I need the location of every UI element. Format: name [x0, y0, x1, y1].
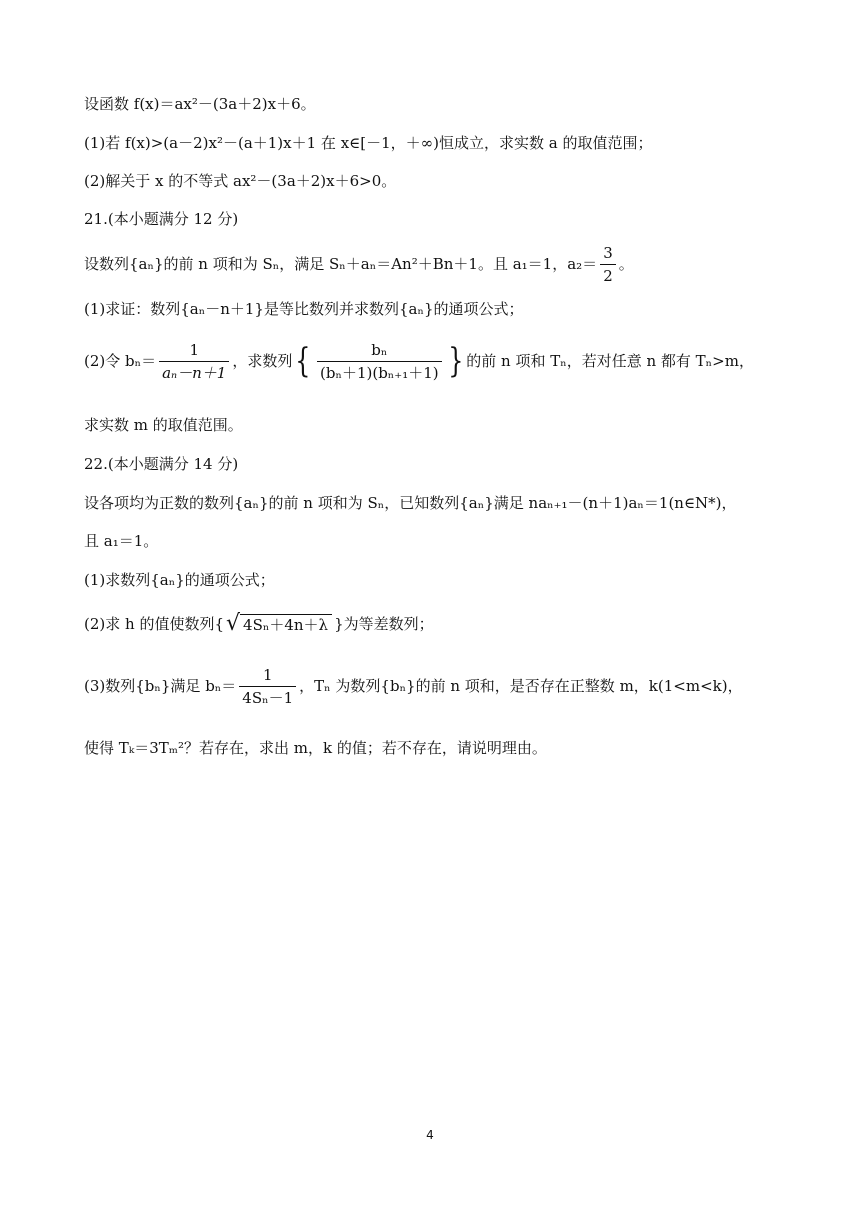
problem-21-stem — [84, 243, 634, 285]
problem-22-part-1 — [84, 570, 275, 590]
problem-21-part-1-text: (1)求证：数列{aₙ－n＋1}是等比数列并求数列{aₙ}的通项公式； — [84, 300, 524, 318]
problem-22-part-2 — [84, 611, 434, 637]
problem-21-part-2-continued — [84, 415, 243, 435]
fraction-denominator: 4Sₙ－1 — [239, 686, 296, 707]
problem-21-part-2-end: 求实数 m 的取值范围。 — [84, 416, 243, 434]
problem-20-stem — [84, 94, 316, 114]
fraction-sequence-term — [317, 341, 442, 382]
problem-21-part-2-mid: ，求数列 — [232, 352, 293, 370]
fraction-denominator: (bₙ＋1)(bₙ₊₁＋1) — [317, 361, 442, 382]
right-brace-icon: } — [447, 341, 464, 381]
problem-20-part-2-text: (2)解关于 x 的不等式 ax²－(3a＋2)x＋6>0。 — [84, 172, 397, 190]
fraction-denominator: aₙ－n＋1 — [159, 361, 229, 382]
fraction-numerator: 3 — [603, 243, 613, 262]
problem-22-stem-continued — [84, 531, 158, 551]
fraction-numerator: bₙ — [371, 340, 388, 359]
problem-22-initial-condition: 且 a₁＝1。 — [84, 532, 159, 550]
problem-22-part-3-end: 使得 Tₖ＝3Tₘ²？若存在，求出 m，k 的值；若不存在，请说明理由。 — [84, 739, 547, 757]
problem-22-part-1-text: (1)求数列{aₙ}的通项公式； — [84, 571, 275, 589]
problem-22-part-3 — [84, 663, 743, 709]
problem-21-part-2-tail: 的前 n 项和 Tₙ，若对任意 n 都有 Tₙ>m， — [466, 352, 754, 370]
radicand: 4Sₙ＋4n＋λ — [240, 614, 332, 634]
fraction-denominator: 2 — [600, 264, 616, 285]
problem-22-score: 22.(本小题满分 14 分) — [84, 455, 239, 473]
problem-21-part-1 — [84, 299, 524, 319]
problem-22-part-3-continued — [84, 738, 547, 758]
problem-22-part-3-tail: ，Tₙ 为数列{bₙ}的前 n 项和，是否存在正整数 m，k(1<m<k)， — [299, 677, 743, 695]
problem-20-part-2 — [84, 171, 396, 191]
page-number: 4 — [426, 1128, 434, 1142]
radical-icon: √ — [226, 611, 241, 636]
problem-22-heading — [84, 454, 238, 474]
problem-22-part-2-lead: (2)求 h 的值使数列{ — [84, 615, 224, 633]
fraction-numerator: 1 — [189, 340, 199, 359]
problem-22-stem — [84, 493, 737, 513]
fraction-numerator: 1 — [262, 665, 273, 684]
problem-22-stem-text: 设各项均为正数的数列{aₙ}的前 n 项和为 Sₙ，已知数列{aₙ}满足 naₙ₊₁－(n＋1)aₙ＝1(n∈N*)， — [84, 494, 737, 512]
fraction-bn-definition — [239, 666, 296, 707]
problem-22-part-3-lead: (3)数列{bₙ}满足 bₙ＝ — [84, 677, 237, 695]
problem-21-score: 21.(本小题满分 12 分) — [84, 210, 239, 228]
problem-21-stem-text: 设数列{aₙ}的前 n 项和为 Sₙ，满足 Sₙ＋aₙ＝An²＋Bn＋1。且 a₁＝1，a₂＝ — [84, 255, 598, 273]
problem-21-heading — [84, 209, 238, 229]
problem-21-part-2-lead: (2)令 bₙ＝ — [84, 352, 157, 370]
problem-20-part-1 — [84, 133, 652, 153]
left-brace-icon: { — [295, 341, 311, 381]
problem-20-part-1-text: (1)若 f(x)>(a－2)x²－(a＋1)x＋1 在 x∈[－1，＋∞)恒成立，求实数 a 的取值范围； — [84, 134, 653, 152]
fraction-bn-definition — [159, 341, 229, 382]
problem-20-function-definition: 设函数 f(x)＝ax²－(3a＋2)x＋6。 — [84, 95, 316, 113]
period: 。 — [618, 255, 634, 273]
fraction-three-halves — [600, 244, 616, 285]
square-root-expression — [226, 613, 332, 635]
problem-21-part-2 — [84, 338, 754, 384]
problem-22-part-2-tail: }为等差数列； — [334, 615, 434, 633]
